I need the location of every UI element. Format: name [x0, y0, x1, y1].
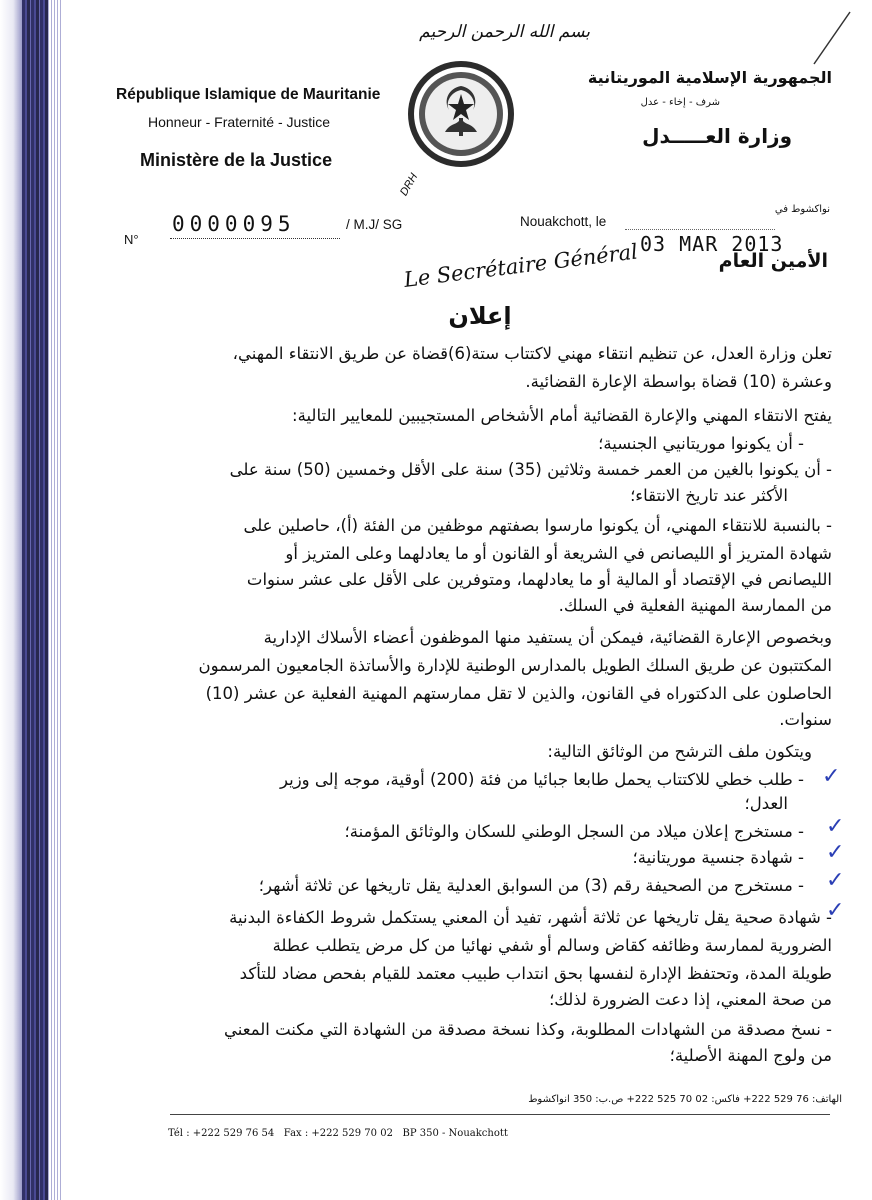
body-line: - مستخرج إعلان ميلاد من السجل الوطني للسكان والوثائق المؤمنة؛ [344, 822, 804, 841]
check-mark-icon: ✓ [826, 814, 845, 839]
fr-motto: Honneur - Fraternité - Justice [148, 114, 331, 130]
check-mark-icon: ✓ [826, 840, 845, 865]
body-line: يفتح الانتقاء المهني والإعارة القضائية أمام الأشخاص المستجيبين للمعايير التالية: [292, 406, 832, 425]
body-line: الضرورية لممارسة وظائفه كقاض وسالم أو شفي نهائيا من كل مرض يتطلب عطلة [272, 936, 832, 955]
body-line: وبخصوص الإعارة القضائية، فيمكن أن يستفيد منها الموظفون أعضاء الأسلاك الإدارية [263, 628, 832, 647]
ar-motto: شرف - إخاء - عدل [640, 97, 720, 108]
handwritten-annotation: DRH [398, 171, 421, 198]
body-line: من ولوج المهنة الأصلية؛ [669, 1046, 832, 1065]
body-line: ويتكون ملف الترشح من الوثائق التالية: [547, 742, 812, 761]
check-mark-icon: ✓ [826, 898, 845, 923]
body-line: من صحة المعني، إذا دعت الضرورة لذلك؛ [549, 990, 832, 1009]
corner-mark-icon [810, 8, 854, 68]
document-title: إعلان [448, 302, 512, 330]
body-line: من الممارسة المهنية الفعلية في السلك. [558, 596, 832, 615]
reference-number: 0000095 [172, 212, 296, 236]
check-mark-icon: ✓ [822, 764, 841, 789]
body-line: الأكثر عند تاريخ الانتقاء؛ [630, 486, 788, 505]
ar-ministry-name: وزارة العـــــدل [642, 124, 792, 148]
signatory-ar: الأمين العام [718, 250, 828, 272]
footer-french-contact: Tél : +222 529 76 54 Fax : +222 529 70 02 BP 350 - Nouakchott [168, 1128, 508, 1139]
body-line: وعشرة (10) قضاة بواسطة الإعارة القضائية. [525, 372, 832, 391]
body-line: - أن يكونوا موريتانيي الجنسية؛ [598, 434, 804, 453]
city-date-dots [625, 229, 775, 230]
body-line: - نسخ مصدقة من الشهادات المطلوبة، وكذا نسخة مصدقة من الشهادة التي مكنت المعني [224, 1020, 832, 1039]
body-line: - شهادة جنسية موريتانية؛ [632, 848, 804, 867]
ar-city-date-label: نواكشوط في [774, 204, 830, 215]
body-line: - مستخرج من الصحيفة رقم (3) من السوابق العدلية يقل تاريخها عن ثلاثة أشهر؛ [258, 876, 804, 895]
fr-ministry-name: Ministère de la Justice [140, 150, 333, 170]
body-line: - شهادة صحية يقل تاريخها عن ثلاثة أشهر، تفيد أن المعني يستكمل شروط الكفاءة البدنية [229, 908, 832, 927]
footer-rule [170, 1114, 830, 1115]
body-line: - أن يكونوا بالغين من العمر خمسة وثلاثين (35) سنة على الأقل وخمسين (50) سنة على [229, 460, 832, 479]
footer-arabic-contact: الهاتف: 76 529 222+ فاكس: 02 70 525 222+ ص.ب: 350 انواكشوط [528, 1094, 842, 1105]
reference-suffix: / M.J/ SG [346, 217, 403, 232]
reference-number-underline [170, 238, 340, 239]
basmala: بسم الله الرحمن الرحيم [419, 22, 590, 42]
body-line: شهادة المتريز أو الليصانص في الشريعة أو القانون أو ما يعادلهما وعلى المتريز أو [285, 544, 832, 563]
body-line: طويلة المدة، وتحتفظ الإدارة لنفسها بحق انتداب طبيب معتمد للقيام بفحص مضاد للتأكد [239, 964, 832, 983]
body-line: المكتتبون عن طريق السلك الطويل بالمدارس الوطنية للإدارة والأساتذة الجامعيون المرسمون [198, 656, 832, 675]
date-stamp: 03 MAR 2013 [640, 232, 784, 256]
national-emblem-seal [405, 58, 517, 170]
body-line: الليصانص في الإقتصاد أو المالية أو ما يعادلهما، ومتوفرين على الأقل على عشر سنوات [246, 570, 832, 589]
ar-country-name: الجمهورية الإسلامية الموريتانية [587, 68, 832, 87]
body-line: - طلب خطي للاكتتاب يحمل طابعا جبائيا من فئة (200) أوقية، موجه إلى وزير [280, 770, 804, 789]
body-line: تعلن وزارة العدل، عن تنظيم انتقاء مهني لاكتتاب ستة(6)قضاة عن طريق الانتقاء المهني، [232, 344, 832, 363]
scan-edge-band [0, 0, 70, 1200]
city-date-label: Nouakchott, le [520, 214, 607, 229]
body-line: العدل؛ [744, 794, 788, 813]
reference-no-label: N° [124, 232, 139, 247]
body-line: الحاصلون على الدكتوراه في القانون، والذين لا تقل ممارستهم المهنية الفعلية عن عشر (10) [205, 684, 832, 703]
body-line: - بالنسبة للانتقاء المهني، أن يكونوا مارسوا بصفتهم موظفين من الفئة (أ)، حاصلين على [243, 516, 832, 535]
fr-country-name: République Islamique de Mauritanie [116, 86, 381, 103]
body-line: سنوات. [779, 710, 832, 729]
signatory-fr: Le Secrétaire Général [402, 239, 640, 292]
check-mark-icon: ✓ [826, 868, 845, 893]
